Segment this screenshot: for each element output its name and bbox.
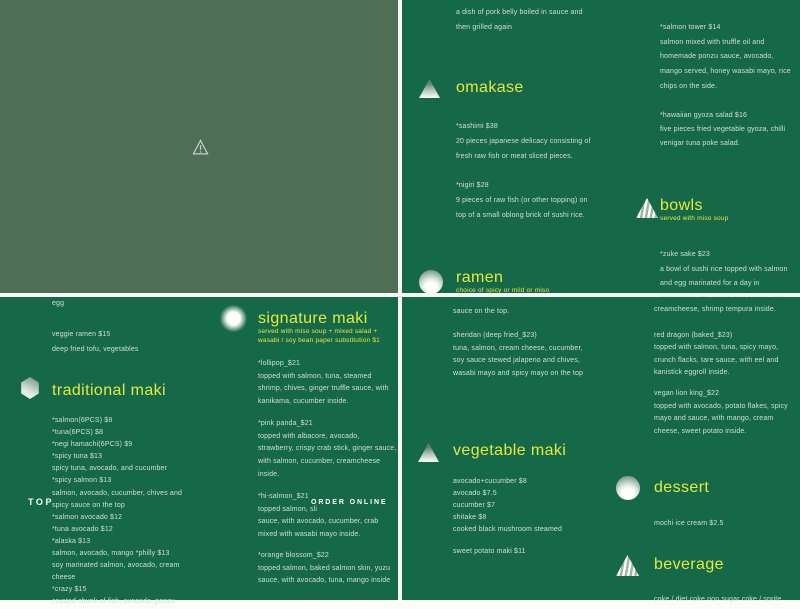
striped-pyramid-icon xyxy=(616,555,639,576)
sashimi-item xyxy=(456,119,591,164)
menu-line: veggie ramen $15 xyxy=(52,331,111,338)
section-subtitle: wasabi / soy bean paper substitution $1 xyxy=(258,336,380,344)
section-bowls xyxy=(660,196,729,224)
hexagon-icon xyxy=(20,377,40,399)
section-title: beverage xyxy=(654,556,724,573)
menu-line: sheridan (deep fried_$23) xyxy=(453,332,537,339)
back-to-top-button[interactable]: TOP xyxy=(28,497,55,507)
menu-line: *alaska $13 xyxy=(52,537,91,545)
sphere-icon xyxy=(419,270,443,294)
menu-line: shrimp, chives, ginger truffle sauce, with xyxy=(258,385,389,392)
menu-line: spicy sauce on the top xyxy=(52,501,125,509)
menu-line: creamcheese, shrimp tempura inside. xyxy=(654,306,776,313)
menu-line: soy sauce stewed jalapeno and chives, xyxy=(453,357,580,365)
section-title: traditional maki xyxy=(52,382,167,399)
striped-pyramid-icon xyxy=(636,198,658,218)
sphere-icon xyxy=(616,476,640,500)
orange-blossom-item xyxy=(258,550,390,588)
menu-line: *nigiri $28 xyxy=(456,182,489,189)
menu-line: topped with avocado, potato flakes, spicy xyxy=(654,402,788,410)
menu-line: soy marinated salmon, avocado, cream xyxy=(52,562,180,570)
menu-line: *tuna avocado $12 xyxy=(52,525,113,533)
section-signature-maki xyxy=(258,309,380,345)
pyramid-icon xyxy=(419,79,440,98)
section-title: signature maki xyxy=(258,310,368,327)
section-subtitle: choice of spicy or mild or miso xyxy=(456,287,550,294)
menu-line: and egg marinated for a day in xyxy=(660,280,760,288)
salmon-tower-item xyxy=(660,21,791,95)
section-subtitle: served with miso soup xyxy=(660,215,729,222)
menu-line: fresh raw fish or meat sliced pieces. xyxy=(456,153,573,160)
menu-line: mango served, honey wasabi mayo, rice xyxy=(660,68,791,76)
menu-line: top of a small oblong brick of sushi rice. xyxy=(456,212,585,219)
menu-line: cucumber $7 xyxy=(453,502,496,509)
hawaiian-gyoza-item xyxy=(660,109,785,151)
menu-line: topped salmon, sli xyxy=(258,505,318,513)
section-title: bowls xyxy=(660,197,703,214)
mochi-line xyxy=(654,518,724,530)
menu-line: mayo and sauce, with mango, cream xyxy=(654,415,774,423)
menu-line: crunch flacks, tare sauce, with eel and xyxy=(654,356,779,364)
section-omakase xyxy=(456,78,524,97)
menu-line: *spicy salmon $13 xyxy=(52,477,112,485)
menu-line: salmon, avocado, cucumber, chives and xyxy=(52,489,183,497)
tr-right-column xyxy=(660,0,800,293)
sheridan-item xyxy=(453,330,583,381)
menu-line: mixed with wasabi mayo inside. xyxy=(258,530,361,538)
menu-line: a bowl of sushi rice topped with salmon xyxy=(660,265,788,273)
vegan-lion-king-item xyxy=(654,388,788,439)
menu-line: 9 pieces of raw fish (or other topping) on xyxy=(456,197,588,204)
section-vegetable-maki xyxy=(453,441,566,460)
menu-line: 20 pieces japanese delicacy consisting of xyxy=(456,138,591,145)
menu-line: *salmon(6PCS) $8 xyxy=(52,417,113,424)
menu-line: tuna, salmon, cream cheese, cucumber, xyxy=(453,344,583,352)
section-title: ramen xyxy=(456,269,504,286)
menu-line: coke / diet coke non sugar coke / sprite xyxy=(654,596,782,603)
glow-sphere-icon xyxy=(220,305,247,332)
menu-line: vegan lion king_$22 xyxy=(654,390,720,397)
menu-line: a dish of pork belly boiled in sauce and xyxy=(456,9,583,16)
menu-line: then grilled again xyxy=(456,24,513,31)
menu-line: *sashimi $38 xyxy=(456,123,498,130)
egg-line xyxy=(52,298,64,310)
menu-line: red dragon (baked_$23) xyxy=(654,332,733,339)
br-left-column xyxy=(453,297,603,600)
tr-left-column xyxy=(456,0,606,293)
ramen-continuation-line xyxy=(453,306,509,318)
quadrant-top-left xyxy=(0,0,398,293)
menu-line: *crazy $15 xyxy=(52,586,87,594)
zuke-continuation-line xyxy=(654,304,776,316)
menu-line: cheese, sweet potato inside. xyxy=(654,428,747,436)
order-online-button[interactable]: ORDER ONLINE xyxy=(311,499,388,506)
menu-line: *salmon avocado $12 xyxy=(52,513,123,521)
menu-line: shitake $8 xyxy=(453,514,487,521)
section-title: vegetable maki xyxy=(453,442,567,459)
menu-line: kanistick eggroll inside. xyxy=(654,368,730,376)
menu-line: *tuna(6PCS) $8 xyxy=(52,429,104,437)
menu-line: topped with albacore, avocado, xyxy=(258,432,360,440)
menu-line: spicy tuna, avocado, and cucumber xyxy=(52,465,168,473)
menu-line: deep fried tofu, vegetables xyxy=(52,345,139,353)
nigiri-item xyxy=(456,178,588,223)
menu-line: topped salmon, baked salmon skin, yuzu xyxy=(258,564,391,572)
menu-line: sweet potato maki $11 xyxy=(453,548,526,555)
pink-panda-item xyxy=(258,418,396,482)
pyramid-icon xyxy=(418,443,439,462)
beverage-line xyxy=(654,594,781,606)
menu-line: salmon mixed with truffle oil and xyxy=(660,38,765,46)
section-traditional-maki xyxy=(52,381,166,400)
section-dessert xyxy=(654,478,709,497)
menu-line: inside. xyxy=(258,470,280,478)
bl-left-column xyxy=(52,297,202,606)
section-beverage xyxy=(654,555,724,574)
section-title: omakase xyxy=(456,79,524,96)
menu-line: sauce, with avocado, tuna, mango inside xyxy=(258,577,391,584)
menu-line: chips on the side. xyxy=(660,82,718,90)
menu-line: *lollipop_$21 xyxy=(258,360,301,367)
pork-belly-description xyxy=(456,5,583,35)
menu-line: *salmon tower $14 xyxy=(660,24,721,31)
menu-line: crusted chunk of fish, avocado, ponzu xyxy=(52,598,176,606)
menu-line: *pink panda_$21 xyxy=(258,420,313,427)
menu-line: *orange blossom_$22 xyxy=(258,552,329,559)
quadrant-bottom-left xyxy=(0,297,398,606)
section-subtitle: served with miso soup + mixed salad + xyxy=(258,328,378,335)
menu-line: *hawaiian gyoza salad $16 xyxy=(660,112,748,119)
menu-line: salmon, avocado, mango *philly $13 xyxy=(52,550,170,558)
menu-line: avocado+cucumber $8 xyxy=(453,478,527,485)
br-right-column xyxy=(654,297,799,603)
bl-right-column xyxy=(258,297,398,600)
menu-line: with salmon, cucumber, creamcheese xyxy=(258,458,381,466)
menu-line: egg xyxy=(52,300,65,307)
menu-line: *spicy tuna $13 xyxy=(52,453,103,461)
menu-line: topped with salmon, tuna, spicy mayo, xyxy=(654,344,779,352)
menu-line: homemade ponzu sauce, avocado, xyxy=(660,53,774,61)
menu-line: *zuke sake $23 xyxy=(660,251,710,258)
menu-line: five pieces fried vegetable gyoza, chilli xyxy=(660,126,786,133)
menu-line: topped with salmon, tuna, steamed xyxy=(258,372,372,380)
section-title: dessert xyxy=(654,479,710,496)
menu-line: cheese xyxy=(52,574,76,582)
menu-line: strawberry, crispy crab stick, ginger sauce, xyxy=(258,445,397,453)
section-ramen xyxy=(456,268,549,296)
sweet-potato-line xyxy=(453,546,526,558)
menu-line: mochi ice cream $2.5 xyxy=(654,520,724,527)
menu-line: *negi hamachi(6PCS) $9 xyxy=(52,441,133,449)
menu-line: avocado $7.5 xyxy=(453,490,497,497)
quadrant-top-right xyxy=(402,0,800,293)
menu-line: sauce on the top. xyxy=(453,308,510,315)
quadrant-bottom-right xyxy=(402,297,800,603)
menu-line: venigar tuna poke salad. xyxy=(660,140,740,147)
broken-image-icon xyxy=(192,138,209,157)
vegetable-maki-list xyxy=(453,476,562,536)
traditional-maki-list xyxy=(52,415,182,609)
lollipop-item xyxy=(258,358,389,408)
red-dragon-item xyxy=(654,330,779,379)
menu-line: wasabi mayo and spicy mayo on the top xyxy=(453,370,584,378)
menu-line: *hi-salmon_$21 xyxy=(258,493,309,500)
menu-line: sauce, with avocado, cucumber, crab xyxy=(258,518,379,525)
veggie-ramen-item xyxy=(52,328,139,357)
menu-line: kanikama, cucumber inside. xyxy=(258,397,349,405)
menu-line: cooked black mushroom steamed xyxy=(453,526,563,533)
